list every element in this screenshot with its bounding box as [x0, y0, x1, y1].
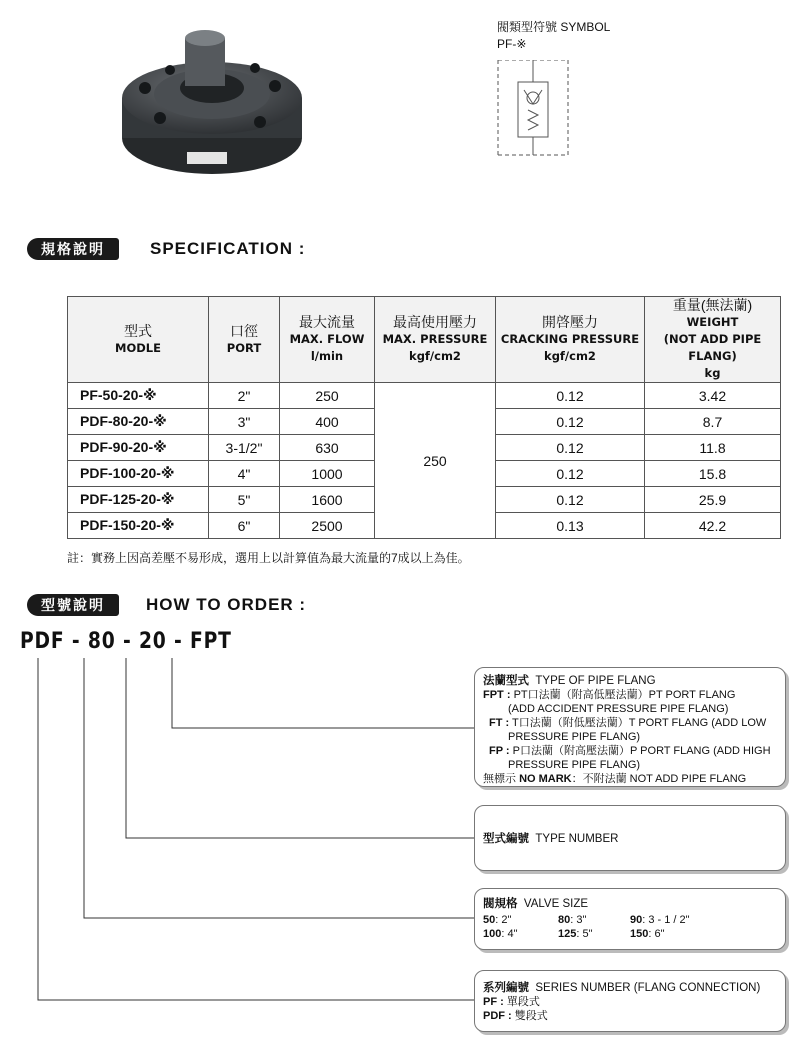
order-tag: 型號說明 — [27, 594, 119, 616]
cell-weight: 3.42 — [645, 383, 781, 409]
header-flow: 最大流量 MAX. FLOW l/min — [280, 297, 375, 383]
header-cracking: 開啓壓力 CRACKING PRESSURE kgf/cm2 — [496, 297, 645, 383]
cell-model: PDF-90-20-※ — [68, 435, 209, 461]
cell-cracking: 0.12 — [496, 383, 645, 409]
check-valve-symbol-icon — [490, 60, 580, 160]
cell-flow: 2500 — [280, 513, 375, 539]
cell-flow: 400 — [280, 409, 375, 435]
order-code: PDF - 80 - 20 - FPT — [20, 629, 232, 654]
flange-type-box: 法蘭型式 TYPE OF PIPE FLANG FPT : PT口法蘭（附高低壓法蘭）PT PORT FLANG (ADD ACCIDENT PRESSURE PIPE FLANG) FT : T口法蘭（附低壓法蘭）T PORT FLANG (ADD LOW PRESSURE PIPE FLANG) FP : P口法蘭（附高壓法蘭）P PORT FLANG (ADD HIGH PRESSURE PIPE FLANG) 無標示 NO MARK：不附法蘭 NOT ADD PIPE FLANG — [474, 667, 786, 787]
spec-table — [67, 296, 781, 539]
spec-tag: 規格說明 — [27, 238, 119, 260]
type-number-box: 型式編號 TYPE NUMBER — [474, 805, 786, 871]
cell-flow: 250 — [280, 383, 375, 409]
cell-flow: 1000 — [280, 461, 375, 487]
cell-model: PDF-80-20-※ — [68, 409, 209, 435]
header-weight: 重量(無法蘭) WEIGHT (NOT ADD PIPE FLANG) kg — [645, 297, 781, 383]
table-row — [68, 383, 781, 409]
cell-model: PDF-125-20-※ — [68, 487, 209, 513]
cell-weight: 15.8 — [645, 461, 781, 487]
cell-model: PDF-100-20-※ — [68, 461, 209, 487]
cell-cracking: 0.12 — [496, 435, 645, 461]
cell-port: 3-1/2" — [209, 435, 280, 461]
cell-cracking: 0.12 — [496, 487, 645, 513]
cell-weight: 11.8 — [645, 435, 781, 461]
cell-port: 2" — [209, 383, 280, 409]
valve-size-box: 閥規格 VALVE SIZE 50: 2" 80: 3" 90: 3 - 1 / 2" 100: 4" 125: 5" 150: 6" — [474, 888, 786, 950]
header-pressure: 最高使用壓力 MAX. PRESSURE kgf/cm2 — [375, 297, 496, 383]
header-model: 型式 MODLE — [68, 297, 209, 383]
cell-port: 3" — [209, 409, 280, 435]
order-title: HOW TO ORDER : — [146, 595, 307, 614]
cell-weight: 42.2 — [645, 513, 781, 539]
symbol-code: PF-※ — [497, 37, 527, 51]
cell-cracking: 0.12 — [496, 409, 645, 435]
cell-weight: 8.7 — [645, 409, 781, 435]
cell-max-pressure: 250 — [375, 383, 496, 539]
spec-note: 註：實務上因高差壓不易形成，選用上以計算值為最大流量的7成以上為佳。 — [67, 551, 470, 565]
cell-port: 5" — [209, 487, 280, 513]
symbol-title: 閥類型符號 SYMBOL — [497, 20, 611, 34]
series-number-box: 系列編號 SERIES NUMBER (FLANG CONNECTION) PF : 單段式 PDF : 雙段式 — [474, 970, 786, 1032]
cell-flow: 1600 — [280, 487, 375, 513]
spec-title: SPECIFICATION : — [150, 239, 306, 258]
cell-cracking: 0.12 — [496, 461, 645, 487]
cell-model: PDF-150-20-※ — [68, 513, 209, 539]
cell-weight: 25.9 — [645, 487, 781, 513]
cell-port: 4" — [209, 461, 280, 487]
product-photo — [115, 28, 310, 178]
cell-cracking: 0.13 — [496, 513, 645, 539]
cell-port: 6" — [209, 513, 280, 539]
header-port: 口徑 PORT — [209, 297, 280, 383]
cell-flow: 630 — [280, 435, 375, 461]
spec-header-row — [68, 297, 781, 383]
cell-model: PF-50-20-※ — [68, 383, 209, 409]
